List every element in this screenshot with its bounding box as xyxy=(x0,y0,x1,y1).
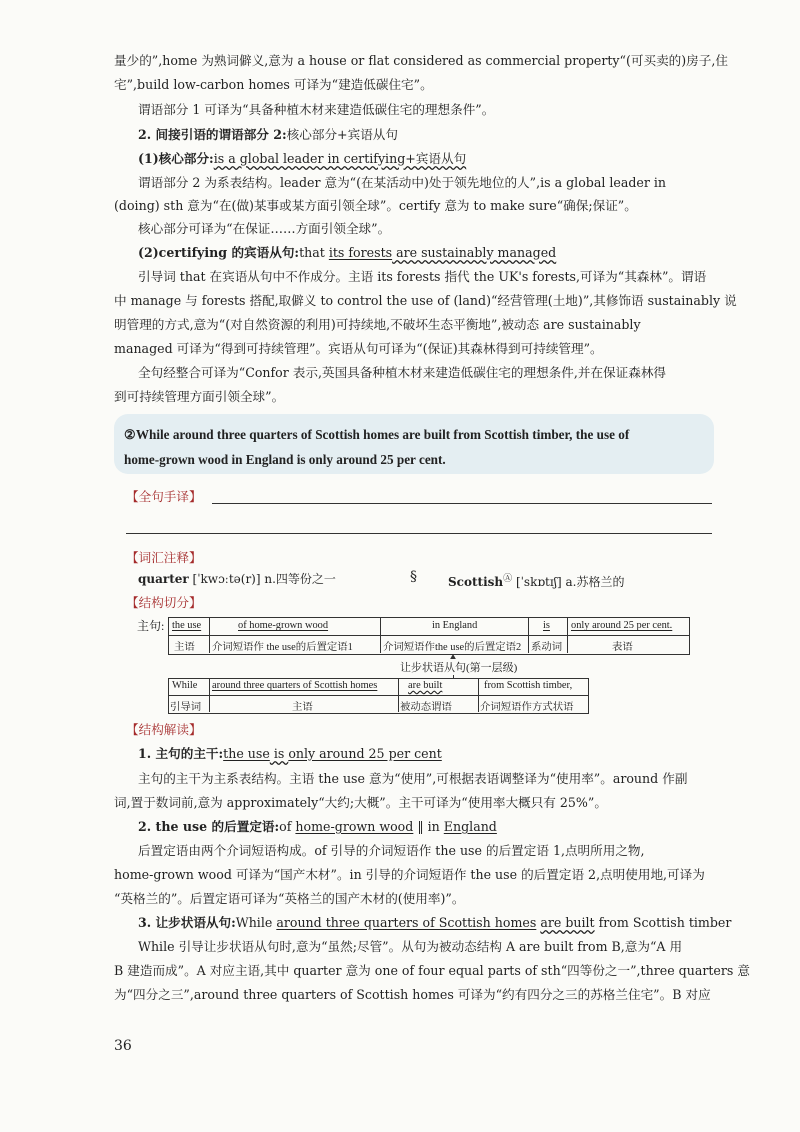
vocab-definition: n.四等份之一 xyxy=(264,572,336,586)
diagram-role: 介词短语作the use的后置定语2 xyxy=(383,642,522,653)
text-line: (doing) sth 意为“在(做)某事或某方面引领全球”。certify 意为 to make sure“确保;保证”。 xyxy=(114,198,637,213)
vocab-word: Scottish xyxy=(448,575,504,589)
text-line: 后置定语由两个介词短语构成。of 引导的介词短语作 the use 的后置定语 1,点明所用之物, xyxy=(138,843,645,858)
main-clause-label: 主句: xyxy=(137,619,165,633)
diagram-role: 被动态谓语 xyxy=(400,702,452,713)
concession-label: 让步状语从句(第一层级) xyxy=(396,659,521,675)
text-line: “英格兰的”。后置定语可译为“英格兰的国产木材的(使用率)”。 xyxy=(114,891,465,906)
divider-swirl-icon: § xyxy=(410,569,417,585)
text-line: While 引导让步状语从句时,意为“虽然;尽管”。从句为被动态结构 A are built from B,意为“A 用 xyxy=(138,939,683,954)
heading-label: 2. 间接引语的谓语部分 2: xyxy=(138,127,287,142)
text-line: 明管理的方式,意为“(对自然资源的利用)可持续地,不破坏生态平衡地”,被动态 are sustainably xyxy=(114,317,641,332)
analysis-heading: 3. 让步状语从句:While around three quarters of Scottish homes are built from Scottish timber xyxy=(138,915,732,930)
text-line: 词,置于数词前,意为 approximately“大约;大概”。主干可译为“使用率大概只有 25%”。 xyxy=(114,795,607,810)
text-line: 中 manage 与 forests 搭配,取僻义 to control the use of (land)“经营管理(土地)”,其修饰语 sustainably 说 xyxy=(114,293,737,308)
text-line: home-grown wood 可译为“国产木材”。in 引导的介词短语作 the use 的后置定语 2,点明使用地,可译为 xyxy=(114,867,705,882)
vocab-word: quarter xyxy=(138,572,189,586)
diagram-role: 系动词 xyxy=(531,642,563,653)
section-heading xyxy=(138,126,738,144)
text-line: 谓语部分 2 为系表结构。leader 意为“(在某活动中)处于领先地位的人”,is a global leader in xyxy=(138,175,667,190)
text-line: managed 可译为“得到可持续管理”。宾语从句可译为“(保证)其森林得到可持续管理”。 xyxy=(114,341,603,356)
diagram-phrase: around three quarters of Scottish homes xyxy=(212,680,378,691)
text-line: 主句的主干为主系表结构。主语 the use 意为“使用”,可根据表语调整译为“使用率”。around 作副 xyxy=(138,771,688,786)
translation-label: 【全句手译】 xyxy=(126,489,202,504)
example-sentence-line: home-grown wood in England is only around 25 per cent. xyxy=(124,452,446,467)
subheading-label: (2)certifying 的宾语从句: xyxy=(138,245,300,260)
diagram-phrase: from Scottish timber, xyxy=(484,680,573,691)
diagram-phrase: While xyxy=(172,680,198,691)
vocab-ipa: [ˈskɒtɪʃ] xyxy=(515,575,562,589)
page-number: 36 xyxy=(114,1038,132,1054)
subheading-text: is a global leader in certifying+宾语从句 xyxy=(213,151,467,166)
diagram-phrase: the use xyxy=(172,620,202,631)
diagram-phrase: only around 25 per cent. xyxy=(571,620,673,631)
diagram-role: 表语 xyxy=(612,642,633,653)
subheading xyxy=(138,150,738,168)
analysis-label: 【结构解读】 xyxy=(126,722,202,737)
translation-blank-line[interactable] xyxy=(212,503,712,504)
analysis-heading: 1. 主句的主干:the use is only around 25 per cent xyxy=(138,746,442,761)
vocab-entry xyxy=(448,570,800,591)
vocab-ipa: [ˈkwɔːtə(r)] xyxy=(192,572,261,586)
diagram-role: 主语 xyxy=(174,642,195,653)
diagram-phrase: are built xyxy=(408,680,443,691)
text-line: 核心部分可译为“在保证……方面引领全球”。 xyxy=(138,221,391,236)
diagram-role: 介词短语作 the use的后置定语1 xyxy=(212,642,353,653)
subheading-label: (1)核心部分: xyxy=(138,151,214,166)
diagram-phrase: in England xyxy=(432,620,478,631)
example-sentence-line: ②While around three quarters of Scottish homes are built from Scottish timber, the use of xyxy=(124,427,630,442)
text-line: 谓语部分 1 可译为“具备种植木材来建造低碳住宅的理想条件”。 xyxy=(138,102,495,117)
text-line: 宅”,build low-carbon homes 可译为“建造低碳住宅”。 xyxy=(114,77,433,92)
diagram-role: 引导词 xyxy=(170,702,202,713)
text-line: 到可持续管理方面引领全球”。 xyxy=(114,389,285,404)
text-line: B 建造而成”。A 对应主语,其中 quarter 意为 one of four equal parts of sth“四等份之一”,three quarters 意 xyxy=(114,963,750,978)
diagram-phrase: of home-grown wood xyxy=(238,620,329,631)
translation-blank-line[interactable] xyxy=(126,533,712,534)
text-line: 全句经整合可译为“Confor 表示,英国具备种植木材来建造低碳住宅的理想条件,并在保证森林得 xyxy=(138,365,667,380)
structure-label: 【结构切分】 xyxy=(126,595,202,610)
text-line: 引导词 that 在宾语从句中不作成分。主语 its forests 指代 the UK's forests,可译为“其森林”。谓语 xyxy=(138,269,707,284)
subheading: (2)certifying 的宾语从句:that its forests are sustainably managed xyxy=(138,245,557,260)
analysis-heading: 2. the use 的后置定语:of home-grown wood ‖ in England xyxy=(138,819,497,834)
vocab-label: 【词汇注释】 xyxy=(126,550,202,565)
diagram-role: 主语 xyxy=(292,702,313,713)
diagram-role: 介词短语作方式状语 xyxy=(480,702,574,713)
heading-text: 核心部分+宾语从句 xyxy=(286,127,398,142)
diagram-phrase: is xyxy=(543,620,550,631)
text-line: 为“四分之三”,around three quarters of Scottish homes 可译为“约有四分之三的苏格兰住宅”。B 对应 xyxy=(114,987,711,1002)
capital-badge-icon: Ⓐ xyxy=(503,574,513,584)
text-line: 量少的”,home 为熟词僻义,意为 a house or flat considered as commercial property“(可买卖的)房子,住 xyxy=(114,53,728,68)
vocab-definition: a.苏格兰的 xyxy=(565,575,625,589)
